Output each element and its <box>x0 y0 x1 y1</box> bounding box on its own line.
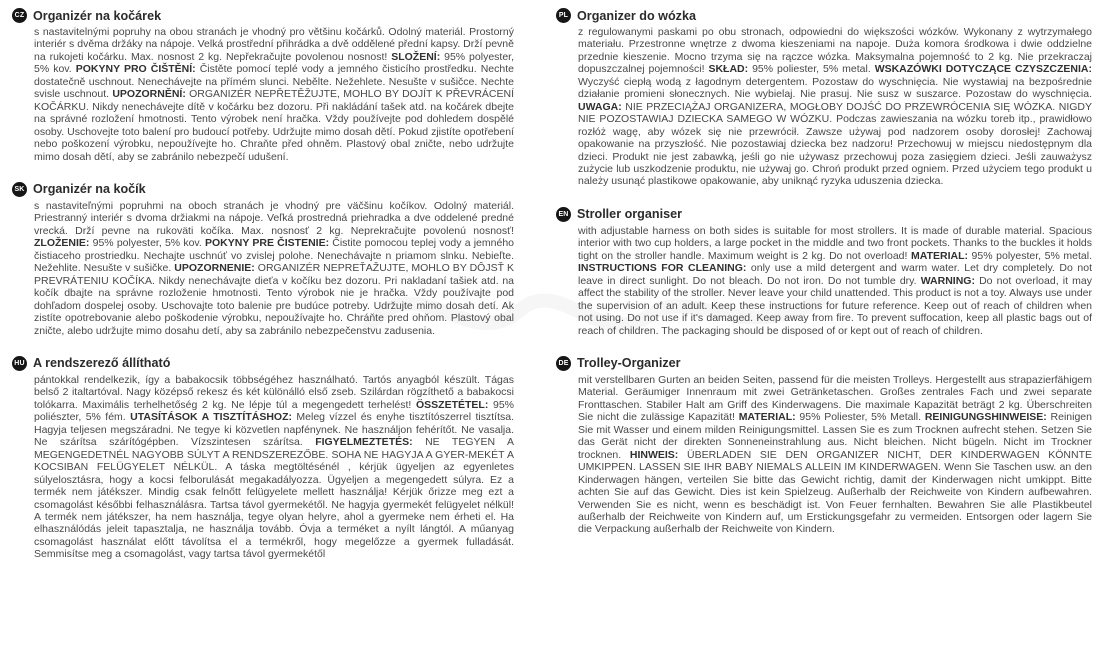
bold-keyword: HINWEIS: <box>629 448 679 461</box>
section-title-cz: Organizér na kočárek <box>33 8 162 23</box>
hu-language-badge-icon: HU <box>12 356 27 371</box>
section-sk <box>12 182 514 337</box>
section-header-hu <box>12 356 514 371</box>
body-text: 95% poliester, 5% metal. <box>748 63 875 76</box>
body-text: 95% Poliester, 5% Metall. <box>795 411 925 424</box>
bold-keyword: UWAGA: <box>578 100 622 113</box>
de-language-badge-icon: DE <box>556 356 571 371</box>
body-text: Do not overload, it may affect the stability of the stroller. Never leave your child unattended. This product is not a toy. Always use under the supervision of an adult. Keep these instructions for future reference. Keep out of reach of children when not using. Do not use if it's damaged. Keep away from fire. To prevent suffocation, keep all plastic bags out of reach of children. The packaging should be disposed of or kept out of reach of children. <box>578 274 1092 337</box>
section-title-hu: A rendszerező állítható <box>33 356 171 371</box>
bold-keyword: UTASÍTÁSOK A TISZTÍTÁSHOZ: <box>130 411 292 424</box>
sk-language-badge-icon: SK <box>12 182 27 197</box>
bold-keyword: MATERIAL: <box>738 411 796 424</box>
bold-keyword: INSTRUCTIONS FOR CLEANING: <box>578 262 747 275</box>
body-text: pántokkal rendelkezik, így a babakocsik többségéhez használható. Tartós anyagból készült. Tágas belső 2 italtartóval. Nagy középső rekesz és két különálló első zseb. Szilárdan rögzíthető a babakocsi tolókarra. Maximális terhelhetőség 2 kg. Ne lépje túl a megengedett terhelést! <box>34 373 514 411</box>
body-text: Čistěte pomocí teplé vody a jemného čisticího prostředku. Nechte dostatečně uschnout. Nenechávejte na přímém slunci. Nebělte. Nežehlete. Nesušte v sušičce. Nechte svisle uschnout. <box>34 63 514 101</box>
section-body-hu <box>34 374 514 561</box>
section-body-cz <box>34 26 514 163</box>
bold-keyword: POKYNY PRE ČISTENIE: <box>205 237 330 250</box>
section-cz <box>12 8 514 163</box>
en-language-badge-icon: EN <box>556 207 571 222</box>
section-title-en: Stroller organiser <box>577 207 682 222</box>
body-text: Reinigen Sie mit Wasser und einem milden Reinigungsmittel. Lassen Sie es zum Trocknen aufrecht stehen. Setzen Sie das Gerät nicht der direkten Sonneneinstrahlung aus. Nicht bleichen. Nicht bügeln. Nicht im Trockner trocknen. <box>578 411 1092 461</box>
section-body-de <box>578 374 1092 536</box>
body-text: mit verstellbaren Gurten an beiden Seiten, passend für die meisten Trolleys. Hergestellt aus strapazierfähigem Material. Geräumiger Innenraum mit zwei Getränketaschen. Großes zentrales Fach und zwei separate Fronttaschen. Stabiler Halt am Griff des Kinderwagens. Die maximale Kapazität beträgt 2 kg. Überschreiten Sie nicht die zulässige Kapazität! <box>578 373 1092 424</box>
section-header-cz <box>12 8 514 23</box>
column-right <box>556 8 1092 555</box>
section-pl <box>556 8 1092 188</box>
body-text: 95% poliészter, 5% fém. <box>34 398 515 424</box>
section-header-de <box>556 356 1092 371</box>
body-text: only use a mild detergent and warm water. Let dry completely. Do not leave in direct sunlight. Do not bleach. Do not iron. Do not tumble dry. <box>578 262 1092 287</box>
body-text: Wyczyść ciepłą wodą z łagodnym detergentem. Pozostaw do wyschnięcia. Nie wystawiaj na bezpośrednie działanie promieni słonecznych. Nie wybielaj. Nie prasuj. Nie susz w suszarce. Pozostaw do wyschnięcia. <box>578 75 1092 101</box>
bold-keyword: ÖSSZETÉTEL: <box>416 398 489 411</box>
bold-keyword: UPOZORNENIE: <box>174 262 255 275</box>
body-text: with adjustable harness on both sides is suitable for most strollers. It is made of durable material. Spacious interior with two cup holders, a large pocket in the middle and two front pockets. Thanks to the buckles it holds tight on the stroller handle. Maximum weight is 2 kg. Do not overload! <box>578 224 1092 262</box>
section-body-en <box>578 225 1092 337</box>
body-text: 95% polyester, 5% kov. <box>34 50 514 76</box>
section-body-sk <box>34 200 514 337</box>
section-body-pl <box>578 26 1092 188</box>
bold-keyword: SKŁAD: <box>708 63 749 76</box>
body-text: NE TEGYEN A MEGENGEDETNÉL NAGYOBB SÚLYT A RENDSZEREZŐBE. SOHA NE HAGYJA A GYER-MEKÉT A KOCSIBAN FELÜGYELET NÉLKÜL. A táska megtöltésénél , kérjük ügyeljen az egyenletes súlyelosztásra, hogy a kocsi felborulását megakadályozza. Ügyeljen a megengedett súlyra. Ez a termék nem játékszer. Mindig csak felnőtt felügyelete mellett használja! Kérjük őrizze meg ezt a csomagolást későbbi felhasználásra. Tartsa távol gyermekétől. Ne hagyja gyermekét felügyelet nélkül! A termék nem játékszer, ha nem használja, tegye olyan helyre, ahol a gyermeke nem érheti el. Ha elhasználódás jeleit tapasztalja, ne használja tovább. Óvja a terméket a nyílt lángtól. A műanyag csomagolást használat előtt távolítsa el a termékről, hogy megelőzze a gyermek fulladását. Semmisítse meg a csomagolást, vagy tartsa távol gyermekétől <box>34 436 514 561</box>
body-text: NIE PRZECIĄŻAJ ORGANIZERA, MOGŁOBY DOJŚĆ DO PRZEWRÓCENIA SIĘ WÓZKA. NIGDY NIE POZOSTAWIAJ DZIECKA SAMEGO W WÓZKU. Podczas zawieszania na wózku toreb itp., prawidłowo rozłóż wagę, aby wózek się nie przewrócił. Zawsze używaj pod nadzorem osoby dorosłej! Zachowaj opakowanie na przyszłość. Nie pozostawiaj dziecka bez nadzoru! Przechowuj w miejscu niedostępnym dla dzieci. Produkt nie jest zabawką, jeśli go nie używasz przechowuj poza zasięgiem dzieci. Jeśli zauważysz zużycie lub uszkodzenie produktu, nie używaj go. Chroń produkt przed ogniem. Przed użyciem tego produkt u należy usunąć plastikowe opakowanie, aby uniknąć ryzyka uduszenia dziecka. <box>578 100 1092 188</box>
section-hu <box>12 356 514 561</box>
section-title-pl: Organizer do wózka <box>577 8 696 23</box>
body-text: Meleg vízzel és enyhe tisztítószerrel tisztítsa. Hagyja teljesen megszáradni. Ne tegye ki közvetlen napfénynek. Ne használjon fehérítőt. Ne vasalja. Ne szárítsa szárítógépben. Vízszintesen szárítsa. <box>34 411 515 449</box>
section-title-sk: Organizér na kočík <box>33 182 146 197</box>
section-title-de: Trolley-Organizer <box>577 356 681 371</box>
bold-keyword: SLOŽENÍ: <box>391 50 441 63</box>
cz-language-badge-icon: CZ <box>12 8 27 23</box>
section-header-en <box>556 207 1092 222</box>
body-text: ORGANIZÉR NEPŘETĚŽUJTE, MOHLO BY DOJÍT K PŘEVRÁCENÍ KOČÁRKU. Nikdy nenechávejte dítě v kočárku bez dozoru. Při nakládání tašek atd. na kočárek dbejte na správné rozložení hmotnosti. Tento výrobek není hračka. Vždy používejte pod dohledem dospělé osoby. Uschovejte toto balení pro budoucí potřeby. Udržujte mimo dosah dětí. Pokud zjistíte opotřebení nebo poškození výrobku, nepoužívejte ho. Chraňte před ohněm. Plastový obal zničte, nebo udržujte mimo dosah dětí, aby se zabránilo nebezpečí udušení. <box>34 88 515 163</box>
bold-keyword: WARNING: <box>920 274 975 287</box>
body-text: ÜBERLADEN SIE DEN ORGANIZER NICHT, DER KINDERWAGEN KÖNNTE UMKIPPEN. LASSEN SIE IHR BABY NIEMALS ALLEIN IM KINDERWAGEN. Wenn Sie Taschen usw. an den Kinderwagen hängen, verteilen Sie bitte das Gewicht richtig, damit der Kinderwagen nicht umkippt. Bitte achten Sie auf das Gewicht. Dies ist kein Spielzeug. Außerhalb der Reichweite von Kindern aufbewahren. Verwenden Sie es nicht, wenn es beschädigt ist. Von Feuer fernhalten. Bewahren Sie alle Plastikbeutel außerhalb der Reichweite von Kindern auf, um Erstickungsgefahr zu vermeiden. Entsorgen oder lagern Sie die Verpackung außerhalb der Reichweite von Kindern. <box>578 448 1092 536</box>
bold-keyword: REINIGUNGSHINWEISE: <box>924 411 1047 424</box>
body-text: ORGANIZÉR NEPREŤAŽUJTE, MOHLO BY DÔJSŤ K PREVRÁTENIU KOČÍKA. Nikdy nenechávajte dieťa v kočíku bez dozoru. Pri nakladaní tašiek atd. na kočík dbajte na správne rozloženie hmotnosti. Tento výrobok nie je hračka. Vždy používajte pod dohľadom dospelej osoby. Uschovajte toto balenie pre budúce potreby. Udržujte mimo dosah detí. Ak zistíte opotrebovanie alebo poškodenie výrobku, nepoužívajte ho. Chráňte pred ohňom. Plastový obal zničte, alebo udržujte mimo dosahu detí, aby sa zabránilo nebezpečenstvu zadusenia. <box>34 262 514 337</box>
body-text: 95% polyester, 5% kov. <box>89 237 206 250</box>
pl-language-badge-icon: PL <box>556 8 571 23</box>
section-header-sk <box>12 182 514 197</box>
bold-keyword: FIGYELMEZTETÉS: <box>315 436 413 449</box>
section-en <box>556 207 1092 337</box>
body-text: z regulowanymi paskami po obu stronach, odpowiedni do większości wózków. Wykonany z wytrzymałego materiału. Przestronne wnętrze z dwoma kieszeniami na napoje. Duża komora środkowa i dwie oddzielne przednie kieszenie. Mocno trzyma się na rączce wózka. Maksymalna pojemność to 2 kg. Nie przekraczaj dopuszczalnej pojemności! <box>578 26 1092 76</box>
bold-keyword: MATERIAL: <box>911 249 968 262</box>
body-text: Čistite pomocou teplej vody a jemného čistiaceho prostriedku. Nechajte uschnúť vo zvislej polohe. Nenechávajte n priamom slnku. Nebieľte. Nežehlite. Nesušte v sušičke. <box>34 237 515 275</box>
bold-keyword: POKYNY PRO ČIŠTĚNÍ: <box>75 63 196 76</box>
body-text: s nastaviteľnými popruhmi na oboch stranách je vhodný pre väčšinu kočíkov. Odolný materiál. Priestranný interiér s dvoma držiakmi na nápoje. Veľká prostredná priehradka a dve oddelené predné vrecká. Drží pevne na rukoväti kočíka. Max. nosnosť 2 kg. Neprekračujte povolenú nosnosť! <box>34 199 514 237</box>
body-text: 95% polyester, 5% metal. <box>967 249 1092 262</box>
bold-keyword: WSKAZÓWKI DOTYCZĄCE CZYSZCZENIA: <box>874 63 1092 76</box>
bold-keyword: UPOZORNĚNÍ: <box>112 88 186 101</box>
section-de <box>556 356 1092 536</box>
bold-keyword: ZLOŽENIE: <box>34 237 90 250</box>
column-left <box>12 8 514 580</box>
body-text: s nastavitelnými popruhy na obou stranách je vhodný pro většinu kočárků. Odolný materiál. Prostorný interiér s dvěma držáky na nápoje. Velká prostřední přihrádka a dvě oddělené přední kapsy. Drží pevně na rukojeti kočárku. Max. nosnost 2 kg. Nepřekračujte povolenou nosnost! <box>34 26 514 63</box>
section-header-pl <box>556 8 1092 23</box>
